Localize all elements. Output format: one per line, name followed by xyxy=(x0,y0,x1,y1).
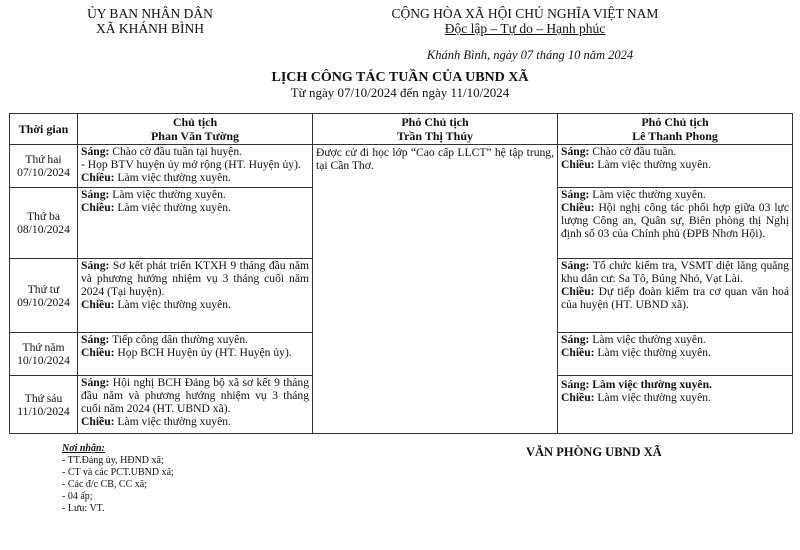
day-date: 10/10/2024 xyxy=(17,354,70,367)
vice-chair-2-cell xyxy=(558,188,793,259)
morning-label: Sáng: xyxy=(81,145,110,158)
day-name: Thứ năm xyxy=(22,341,65,354)
header-vice-chair-2-name: Lê Thanh Phong xyxy=(632,129,718,143)
afternoon-label: Chiều: xyxy=(561,201,595,214)
national-title: CỘNG HÒA XÃ HỘI CHỦ NGHĨA VIỆT NAM xyxy=(391,6,659,21)
issuer-line-2: XÃ KHÁNH BÌNH xyxy=(96,21,204,36)
chairman-afternoon: Làm việc thường xuyên. xyxy=(117,171,231,184)
afternoon-label: Chiều: xyxy=(81,346,115,359)
vice-chair-2-morning: Tổ chức kiểm tra, VSMT diệt lăng quăng khu dân cư: Sa Tô, Búng Nhỏ, Vạt Lài. xyxy=(561,259,789,285)
day-name: Thứ hai xyxy=(25,153,62,166)
header-vice-chair-2 xyxy=(558,114,793,145)
afternoon-label: Chiều: xyxy=(81,415,115,428)
recipients-title: Nơi nhận: xyxy=(62,443,105,454)
header-time: Thời gian xyxy=(10,114,78,145)
recipient-item: - CT và các PCT.UBND xã; xyxy=(62,467,174,478)
schedule-table xyxy=(9,113,793,434)
morning-label: Sáng: xyxy=(81,376,110,389)
chairman-afternoon: Làm việc thường xuyên. xyxy=(117,201,231,214)
national-header xyxy=(355,6,695,36)
afternoon-label: Chiều: xyxy=(81,201,115,214)
vice-chair-2-cell xyxy=(558,259,793,333)
day-cell xyxy=(10,188,78,259)
table-row xyxy=(10,145,793,188)
morning-label: Sáng: xyxy=(561,188,590,201)
vice-chair-2-morning: Làm việc thường xuyên. xyxy=(592,333,706,346)
day-name: Thứ ba xyxy=(26,210,60,223)
chairman-extra: - Họp BTV huyện ủy mở rộng (HT. Huyện ủy). xyxy=(81,158,301,171)
signing-office: VĂN PHÒNG UBND XÃ xyxy=(526,445,662,459)
table-header-row xyxy=(10,114,793,145)
chairman-morning: Chào cờ đầu tuần tại huyện. xyxy=(112,145,243,158)
afternoon-label: Chiều: xyxy=(561,285,595,298)
chairman-cell xyxy=(78,145,313,188)
chairman-cell xyxy=(78,259,313,333)
afternoon-label: Chiều: xyxy=(81,298,115,311)
place-date: Khánh Bình, ngày 07 tháng 10 năm 2024 xyxy=(426,48,634,62)
recipient-item: - 04 ấp; xyxy=(62,491,93,502)
header-chairman-role: Chủ tịch xyxy=(172,115,218,129)
day-cell xyxy=(10,259,78,333)
day-date: 08/10/2024 xyxy=(17,223,70,236)
vice-chair-2-morning: Chào cờ đầu tuần. xyxy=(592,145,677,158)
header-vice-chair-2-role: Phó Chủ tịch xyxy=(641,115,709,129)
day-cell xyxy=(10,376,78,434)
afternoon-label: Chiều: xyxy=(81,171,115,184)
chairman-afternoon: Làm việc thường xuyên. xyxy=(117,298,231,311)
morning-label: Sáng: xyxy=(81,188,110,201)
morning-label: Sáng: xyxy=(561,145,590,158)
day-date: 07/10/2024 xyxy=(17,166,70,179)
chairman-cell xyxy=(78,188,313,259)
morning-label: Sáng: xyxy=(81,333,110,346)
chairman-afternoon: Làm việc thường xuyên. xyxy=(117,415,231,428)
afternoon-label: Chiều: xyxy=(561,346,595,359)
document-title: LỊCH CÔNG TÁC TUẦN CỦA UBND XÃ xyxy=(271,70,529,85)
chairman-morning: Sơ kết phát triển KTXH 9 tháng đầu năm và phương hướng nhiệm vụ 3 tháng cuối năm 2024 (Tại huyện). xyxy=(81,259,310,298)
header-vice-chair-1-role: Phó Chủ tịch xyxy=(401,115,469,129)
day-date: 09/10/2024 xyxy=(17,295,70,309)
afternoon-label: Chiều: xyxy=(561,158,595,171)
morning-label: Sáng: xyxy=(561,259,590,272)
vice-chair-2-morning: Làm việc thường xuyên. xyxy=(592,378,712,391)
day-name: Thứ sáu xyxy=(24,391,63,405)
chairman-morning: Làm việc thường xuyên. xyxy=(112,188,226,201)
issuer-block xyxy=(40,6,260,36)
morning-label: Sáng: xyxy=(561,333,590,346)
chairman-morning: Hội nghị BCH Đảng bộ xã sơ kết 9 tháng đầu năm và phương hướng nhiệm vụ 3 tháng cuối năm 2024 (HT. UBND xã). xyxy=(81,376,310,415)
vice-chair-2-morning: Làm việc thường xuyên. xyxy=(592,188,706,201)
chairman-morning: Tiếp công dân thường xuyên. xyxy=(112,333,249,346)
issuer-line-1: ỦY BAN NHÂN DÂN xyxy=(87,6,213,21)
header-chairman xyxy=(78,114,313,145)
national-motto: Độc lập – Tự do – Hạnh phúc xyxy=(444,21,606,36)
document-subtitle: Từ ngày 07/10/2024 đến ngày 11/10/2024 xyxy=(290,85,510,100)
chairman-afternoon: Họp BCH Huyện ủy (HT. Huyện ủy). xyxy=(117,346,292,359)
vice-chair-1-cell xyxy=(313,145,558,434)
header-vice-chair-1 xyxy=(313,114,558,145)
recipient-item: - TT.Đảng ủy, HĐND xã; xyxy=(62,455,164,466)
vice-chair-2-afternoon: Làm việc thường xuyên. xyxy=(597,391,711,404)
vice-chair-2-afternoon: Làm việc thường xuyên. xyxy=(597,346,711,359)
vice-chair-1-all-week: Được cử đi học lớp “Cao cấp LLCT” hệ tập trung, tại Cần Thơ. xyxy=(316,146,554,172)
vice-chair-2-afternoon: Làm việc thường xuyên. xyxy=(597,158,711,171)
recipients-block xyxy=(62,443,174,515)
afternoon-label: Chiều: xyxy=(561,391,595,404)
vice-chair-2-cell xyxy=(558,145,793,188)
morning-label: Sáng: xyxy=(81,259,110,272)
recipient-item: - Các đ/c CB, CC xã; xyxy=(62,479,147,490)
chairman-cell xyxy=(78,333,313,376)
day-name: Thứ tư xyxy=(27,282,60,296)
morning-label: Sáng: xyxy=(561,378,590,391)
day-cell xyxy=(10,145,78,188)
header-chairman-name: Phan Văn Tường xyxy=(150,129,240,143)
vice-chair-2-afternoon: Hội nghị công tác phối hợp giữa 03 lực lượng Công an, Quân sự, Biên phòng thị Nghị định số 03 của Chính phủ (ĐPB Nhơn Hội). xyxy=(561,201,789,240)
day-date: 11/10/2024 xyxy=(17,404,70,418)
chairman-cell xyxy=(78,376,313,434)
recipient-item: - Lưu: VT. xyxy=(62,503,105,514)
day-cell xyxy=(10,333,78,376)
header-vice-chair-1-name: Trần Thị Thúy xyxy=(396,129,474,143)
vice-chair-2-cell xyxy=(558,376,793,434)
vice-chair-2-afternoon: Dự tiếp đoàn kiểm tra cơ quan văn hoá của huyện (HT. UBND xã). xyxy=(561,285,789,311)
vice-chair-2-cell xyxy=(558,333,793,376)
